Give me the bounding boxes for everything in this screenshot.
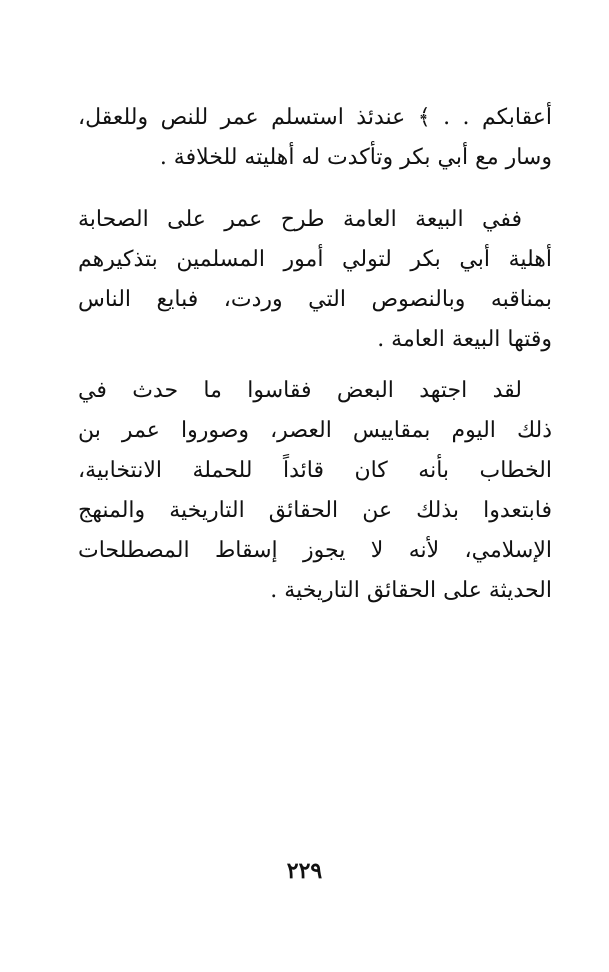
paragraph-line: فابتعدوا بذلك عن الحقائق التاريخية والمنهج	[78, 498, 552, 523]
paragraph-line: الحديثة على الحقائق التاريخية .	[270, 578, 552, 603]
paragraph-line: ففي البيعة العامة طرح عمر على الصحابة	[78, 207, 522, 232]
paragraph-line: الإسلامي، لأنه لا يجوز إسقاط المصطلحات	[78, 538, 552, 563]
paragraph-line: أهلية أبي بكر لتولي أمور المسلمين بتذكيرهم	[78, 247, 552, 272]
page-number: ٢٢٩	[286, 858, 323, 884]
paragraph-3	[78, 371, 552, 611]
paragraph-1	[78, 98, 552, 178]
paragraph-line: وسار مع أبي بكر وتأكدت له أهليته للخلافة .	[159, 145, 552, 170]
paragraph-line: بمناقبه وبالنصوص التي وردت، فبايع الناس	[78, 287, 552, 312]
paragraph-line: أعقابكم . . ﴾ عندئذ استسلم عمر للنص وللعقل،	[78, 105, 552, 130]
paragraph-line: لقد اجتهد البعض فقاسوا ما حدث في	[78, 378, 522, 403]
paragraph-line: وقتها البيعة العامة .	[377, 327, 552, 352]
paragraph-line: الخطاب بأنه كان قائداً للحملة الانتخابية،	[78, 458, 552, 483]
paragraph-line: ذلك اليوم بمقاييس العصر، وصوروا عمر بن	[78, 418, 552, 443]
paragraph-2	[78, 200, 552, 360]
